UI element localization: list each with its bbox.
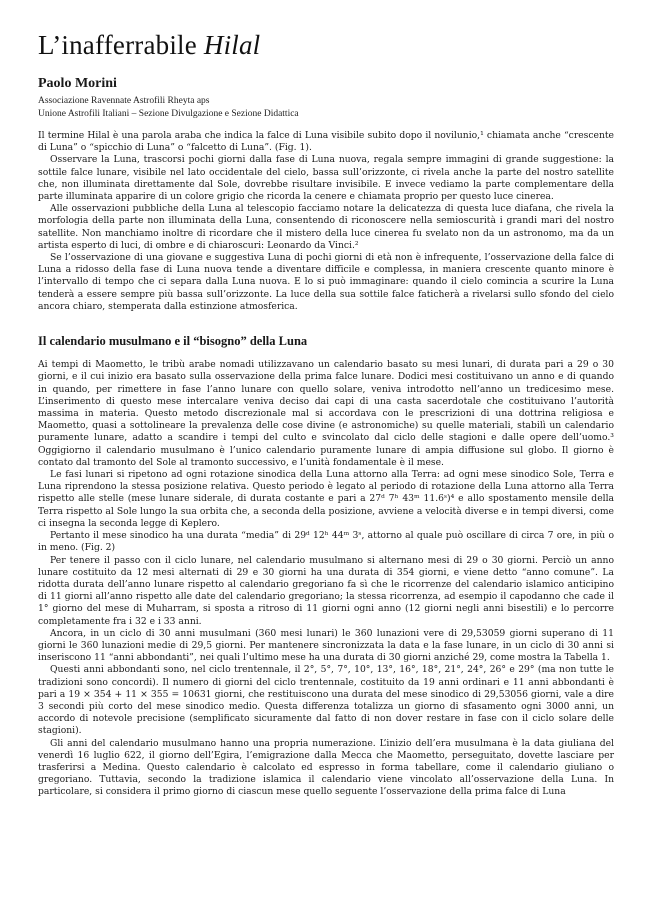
author-name: Paolo Morini [38, 76, 117, 91]
affiliation-2: Unione Astrofili Italiani – Sezione Divulgazione e Sezione Didattica [38, 109, 299, 119]
section-heading: Il calendario musulmano e il “bisogno” della Luna [38, 334, 308, 349]
section-paragraph-2: Le fasi lunari si ripetono ad ogni rotazione sinodica della Luna attorno alla Terra: ad ogni mese sinodico Sole, Terra e Luna riprendono la stessa posizione relativa. Questo periodo è legato al periodo di rotazione della Luna attorno alla Terra rispetto alle stelle (mese lunare siderale, di durata costante e pari a 27ᵈ 7ʰ 43ᵐ 11.6ˢ)⁴ e allo spostamento mensile della Terra rispetto al Sole lungo la sua orbita che, a seconda della posizione, avviene a velocità diverse e in tempi diversi, come ci insegna la seconda legge di Keplero. [38, 469, 614, 529]
affiliation-1: Associazione Ravennate Astrofili Rheyta aps [38, 96, 210, 106]
section-paragraph-3: Pertanto il mese sinodico ha una durata “media” di 29ᵈ 12ʰ 44ᵐ 3ˢ, attorno al quale può oscillare di circa 7 ore, in più o in meno. (Fig. 2) [38, 530, 614, 554]
intro-paragraph-1: Il termine Hilal è una parola araba che indica la falce di Luna visibile subito dopo il novilunio,¹ chiamata anche “crescente di Luna” o “spicchio di Luna” o “falcetto di Luna”. (Fig. 1). [38, 130, 614, 154]
section-paragraph-5: Ancora, in un ciclo di 30 anni musulmani (360 mesi lunari) le 360 lunazioni vere di 29,53059 giorni superano di 11 giorni le 360 lunazioni medie di 29,5 giorni. Per mantenere sincronizzata la data e la fase lunare, in un ciclo di 30 anni si inseriscono 11 “anni abbondanti”, nei quali l’ultimo mese ha una durata di 30 giorni anziché 29, come mostra la Tabella 1. [38, 627, 614, 664]
title-italic: Hilal [203, 30, 261, 60]
section-paragraph-7: Gli anni del calendario musulmano hanno una propria numerazione. L’inizio dell’era musulmana è la data giuliana del venerdì 16 luglio 622, il giorno dell’Egira, l’emigrazione dalla Mecca che Maometto, perseguitato, dovette lasciare per trasferirsi a Medina. Questo calendario è calcolato ed espresso in forma tabellare, come il calendario giuliano o gregoriano. Tuttavia, secondo la tradizione islamica il calendario viene vincolato all’osservazione della Luna. In particolare, si considera il primo giorno di ciascun mese quello seguente l’osservazione della prima falce di Luna [38, 737, 614, 798]
article-title [38, 30, 260, 61]
intro-paragraph-3: Alle osservazioni pubbliche della Luna al telescopio facciamo notare la delicatezza di questa luce diafana, che rivela la morfologia della parte non illuminata della Luna, consentendo di riconoscere nella semioscurità i grandi mari del nostro satellite. Non manchiamo inoltre di ricordare che il mistero della luce cinerea fu svelato non da un astronomo, ma da un artista esperto di luci, di ombre e di chiaroscuri: Leonardo da Vinci.² [38, 203, 614, 251]
section-paragraph-4: Per tenere il passo con il ciclo lunare, nel calendario musulmano si alternano mesi di 29 o 30 giorni. Perciò un anno lunare costituito da 12 mesi alternati di 29 e 30 giorni ha una durata di 354 giorni, e viene detto “anno comune”. La ridotta durata dell’anno lunare rispetto al calendario gregoriano fa sì che le ricorrenze del calendario islamico anticipino di 11 giorni all’anno rispetto alle date del calendario gregoriano; la stessa ricorrenza, ad esempio il capodanno che cade il 1° giorno del mese di Muharram, si sposta a ritroso di 11 giorni ogni anno (12 giorni negli anni bisestili) e lo percorre completamente fra i 32 e i 33 anni. [38, 554, 614, 627]
section-paragraph-1: Ai tempi di Maometto, le tribù arabe nomadi utilizzavano un calendario basato su mesi lunari, di durata pari a 29 o 30 giorni, e il cui inizio era basato sulla osservazione della prima falce lunare. Dodici mesi costituivano un anno e di quando in quando, per rimettere in fase l’anno lunare con quello solare, veniva introdotto nell’anno un tredicesimo mese. L’inserimento di questo mese intercalare veniva deciso dai capi di una casta sacerdotale che costituivano l’autorità massima in materia. Questo metodo discrezionale mal si accordava con le prescrizioni di una dottrina religiosa e Maometto, quasi a sottolineare la prevalenza delle cose divine (e astronomiche) su quelle materiali, stabilì un calendario puramente lunare, adatto a scandire i tempi del culto e svincolato dal ciclo delle stagioni e dalle opere dell’uomo.³ Oggigiorno il calendario musulmano è l’unico calendario puramente lunare di ampia diffusione sul globo. Il giorno è contato dal tramonto del Sole al tramonto successivo, e l’unità fondamentale è il mese. [38, 359, 614, 468]
title-main: L’inafferrabile [38, 30, 204, 60]
section-paragraph-6: Questi anni abbondanti sono, nel ciclo trentennale, il 2°, 5°, 7°, 10°, 13°, 16°, 18°, 21°, 24°, 26° e 29° (ma non tutte le tradizioni sono concordi). Il numero di giorni del ciclo trentennale, costituito da 19 anni ordinari e 11 anni abbondanti è pari a 19 × 354 + 11 × 355 = 10631 giorni, che restituiscono una durata del mese sinodico di 29,53056 giorni, vale a dire 3 secondi più corto del mese sinodico medio. Questa differenza totalizza un giorno di sfasamento ogni 3000 anni, un accordo di notevole precisione (semplificato sicuramente dal fatto di non dover restare in fase con il ciclo solare delle stagioni). [38, 664, 614, 737]
intro-paragraph-2: Osservare la Luna, trascorsi pochi giorni dalla fase di Luna nuova, regala sempre immagini di grande suggestione: la sottile falce lunare, visibile nel lato occidentale del cielo, bassa sull’orizzonte, ci rivela anche la parte del nostro satellite che, non illuminata direttamente dal Sole, dovrebbe risultare invisibile. E invece vediamo la parte complementare della parte illuminata apparire di un colore grigio che ricorda la cenere e chiamata proprio per questo luce cinerea. [38, 154, 614, 203]
intro-paragraph-4: Se l’osservazione di una giovane e suggestiva Luna di pochi giorni di età non è infrequente, l’osservazione della falce di Luna a ridosso della fase di Luna nuova tende a diventare difficile e complessa, in maniera crescente quanto minore è l’intervallo di tempo che ci separa dalla Luna nuova. E lo si può immaginare: quando il cielo comincia a scurire la Luna tenderà a essere sempre più bassa sull’orizzonte. La luce della sua sottile falce faticherà a rivelarsi sullo sfondo del cielo ancora chiaro, stemperata dalla estinzione atmosferica. [38, 252, 614, 312]
article-body [38, 130, 614, 799]
